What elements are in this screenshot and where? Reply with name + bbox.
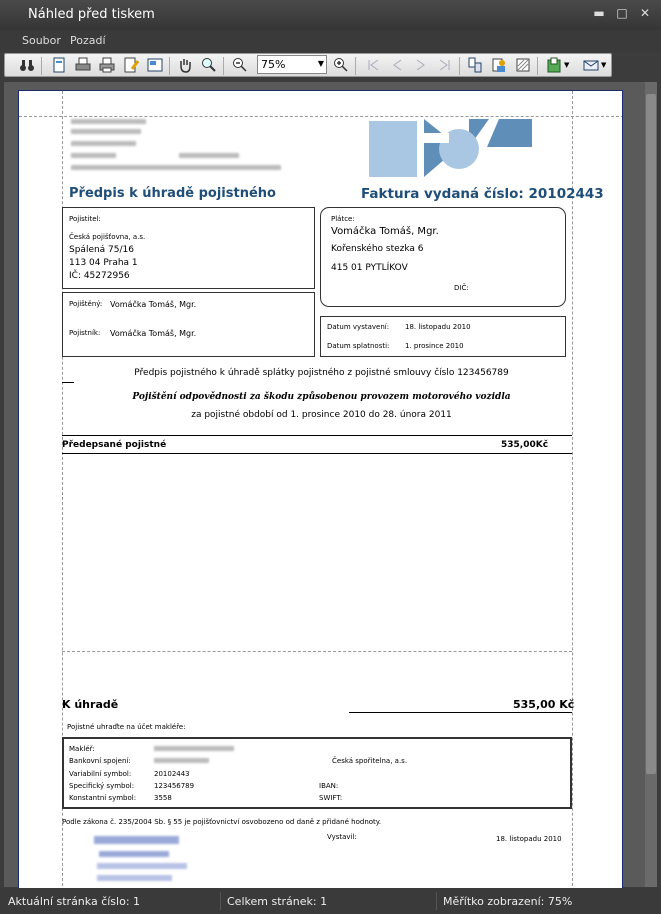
- menu-pozadi[interactable]: Pozadí: [70, 34, 106, 47]
- total-label: K úhradě: [62, 698, 119, 711]
- issued-date: 18. listopadu 2010: [405, 323, 471, 331]
- vat-note: Podle zákona č. 235/2004 Sb. § 55 je pojišťovnictví osvobozeno od daně z přidané hodnoty.: [62, 818, 382, 826]
- vertical-scrollbar[interactable]: [645, 82, 657, 887]
- total-value: 535,00 Kč: [513, 698, 575, 711]
- toolbar: [4, 53, 612, 77]
- policyholder-value: Vomáčka Tomáš, Mgr.: [110, 329, 197, 338]
- email-icon[interactable]: [583, 57, 599, 73]
- status-total-pages: Celkem stránek: 1: [227, 895, 328, 908]
- ss-value: 123456789: [154, 782, 195, 790]
- menu-soubor[interactable]: Soubor: [22, 34, 61, 47]
- zoom-select[interactable]: [257, 55, 327, 74]
- payer-label: Plátce:: [331, 215, 355, 223]
- policyholder-label: Pojistník:: [69, 329, 101, 337]
- issued-by-label: Vystavil:: [327, 833, 357, 841]
- payer-street: Kořenského stezka 6: [331, 244, 424, 254]
- email-dropdown-icon[interactable]: ▼: [601, 61, 607, 69]
- maximize-button[interactable]: □: [616, 6, 628, 20]
- next-page-icon[interactable]: [413, 57, 429, 73]
- payer-name: Vomáčka Tomáš, Mgr.: [331, 226, 439, 237]
- minimize-button[interactable]: ▬: [593, 6, 605, 20]
- page-edit-icon[interactable]: [123, 57, 139, 73]
- zoom-in-icon[interactable]: [333, 57, 349, 73]
- title-bar: [0, 0, 661, 30]
- broker-label: Makléř:: [69, 745, 95, 753]
- scrollbar-thumb[interactable]: [646, 94, 656, 774]
- document-title: Předpis k úhradě pojistného: [69, 186, 276, 201]
- zoom-value: 75%: [261, 58, 286, 71]
- payer-box: [320, 207, 566, 307]
- menu-bar: [0, 30, 661, 52]
- export-icon[interactable]: [546, 57, 562, 73]
- page-layout-icon[interactable]: [147, 57, 163, 73]
- insured-label: Pojištěný:: [69, 300, 103, 308]
- iban-label: IBAN:: [319, 782, 339, 790]
- invoice-number: Faktura vydaná číslo: 20102443: [361, 186, 604, 202]
- print-icon[interactable]: [99, 57, 115, 73]
- watermark-icon[interactable]: [515, 57, 531, 73]
- broker-note: Pojistné uhraďte na účet makléře:: [67, 723, 186, 731]
- binoculars-icon[interactable]: [19, 57, 35, 73]
- description-line-3: za pojistné období od 1. prosince 2010 do 28. února 2011: [191, 410, 452, 420]
- issued-by-date: 18. listopadu 2010: [496, 835, 562, 843]
- vs-value: 20102443: [154, 770, 190, 778]
- insured-value: Vomáčka Tomáš, Mgr.: [110, 300, 197, 309]
- premium-value: 535,00Kč: [501, 440, 549, 450]
- zoom-out-icon[interactable]: [232, 57, 248, 73]
- bank-name: Česká spořitelna, a.s.: [332, 757, 408, 765]
- bank-account-label: Bankovní spojení:: [69, 757, 131, 765]
- issued-label: Datum vystavení:: [327, 323, 390, 331]
- premium-label: Předepsané pojistné: [62, 440, 167, 450]
- ks-label: Konstantní symbol:: [69, 794, 137, 802]
- page-color-icon[interactable]: [491, 57, 507, 73]
- close-button[interactable]: ✕: [639, 6, 651, 20]
- window-title: Náhled před tiskem: [28, 7, 155, 22]
- bank-box: [62, 737, 572, 809]
- insurer-ico: IČ: 45272956: [69, 271, 130, 281]
- due-label: Datum splatnosti:: [327, 342, 390, 350]
- last-page-icon[interactable]: [437, 57, 453, 73]
- vs-label: Variabilní symbol:: [69, 770, 132, 778]
- insurer-street: Spálená 75/16: [69, 245, 134, 255]
- status-bar: [0, 888, 661, 914]
- payer-dic: DIČ:: [454, 284, 469, 292]
- print-setup-icon[interactable]: [75, 57, 91, 73]
- page-setup-icon[interactable]: [51, 57, 67, 73]
- description-line-1: Předpis pojistného k úhradě splátky pojistného z pojistné smlouvy číslo 123456789: [134, 368, 509, 378]
- status-current-page: Aktuální stránka číslo: 1: [8, 895, 141, 908]
- hand-icon[interactable]: [177, 57, 193, 73]
- swift-label: SWIFT:: [319, 794, 343, 802]
- insurer-label: Pojistitel:: [69, 215, 101, 223]
- insurer-city: 113 04 Praha 1: [69, 258, 138, 268]
- ks-value: 3558: [154, 794, 172, 802]
- insurer-logo: [369, 119, 534, 179]
- previous-page-icon[interactable]: [389, 57, 405, 73]
- first-page-icon[interactable]: [365, 57, 381, 73]
- single-page-icon[interactable]: [467, 57, 483, 73]
- payer-city: 415 01 PYTLÍKOV: [331, 263, 408, 273]
- export-dropdown-icon[interactable]: ▼: [564, 61, 570, 69]
- ss-label: Specifický symbol:: [69, 782, 135, 790]
- insurer-name: Česká pojišťovna, a.s.: [69, 233, 146, 241]
- magnifier-icon[interactable]: [201, 57, 217, 73]
- description-line-2: Pojištění odpovědnosti za škodu způsobenou provozem motorového vozidla: [132, 392, 511, 402]
- status-zoom: Měřítko zobrazení: 75%: [443, 895, 573, 908]
- due-date: 1. prosince 2010: [405, 342, 464, 350]
- chevron-down-icon: ▼: [317, 59, 324, 68]
- preview-area[interactable]: [4, 82, 657, 887]
- document-page: [18, 90, 623, 890]
